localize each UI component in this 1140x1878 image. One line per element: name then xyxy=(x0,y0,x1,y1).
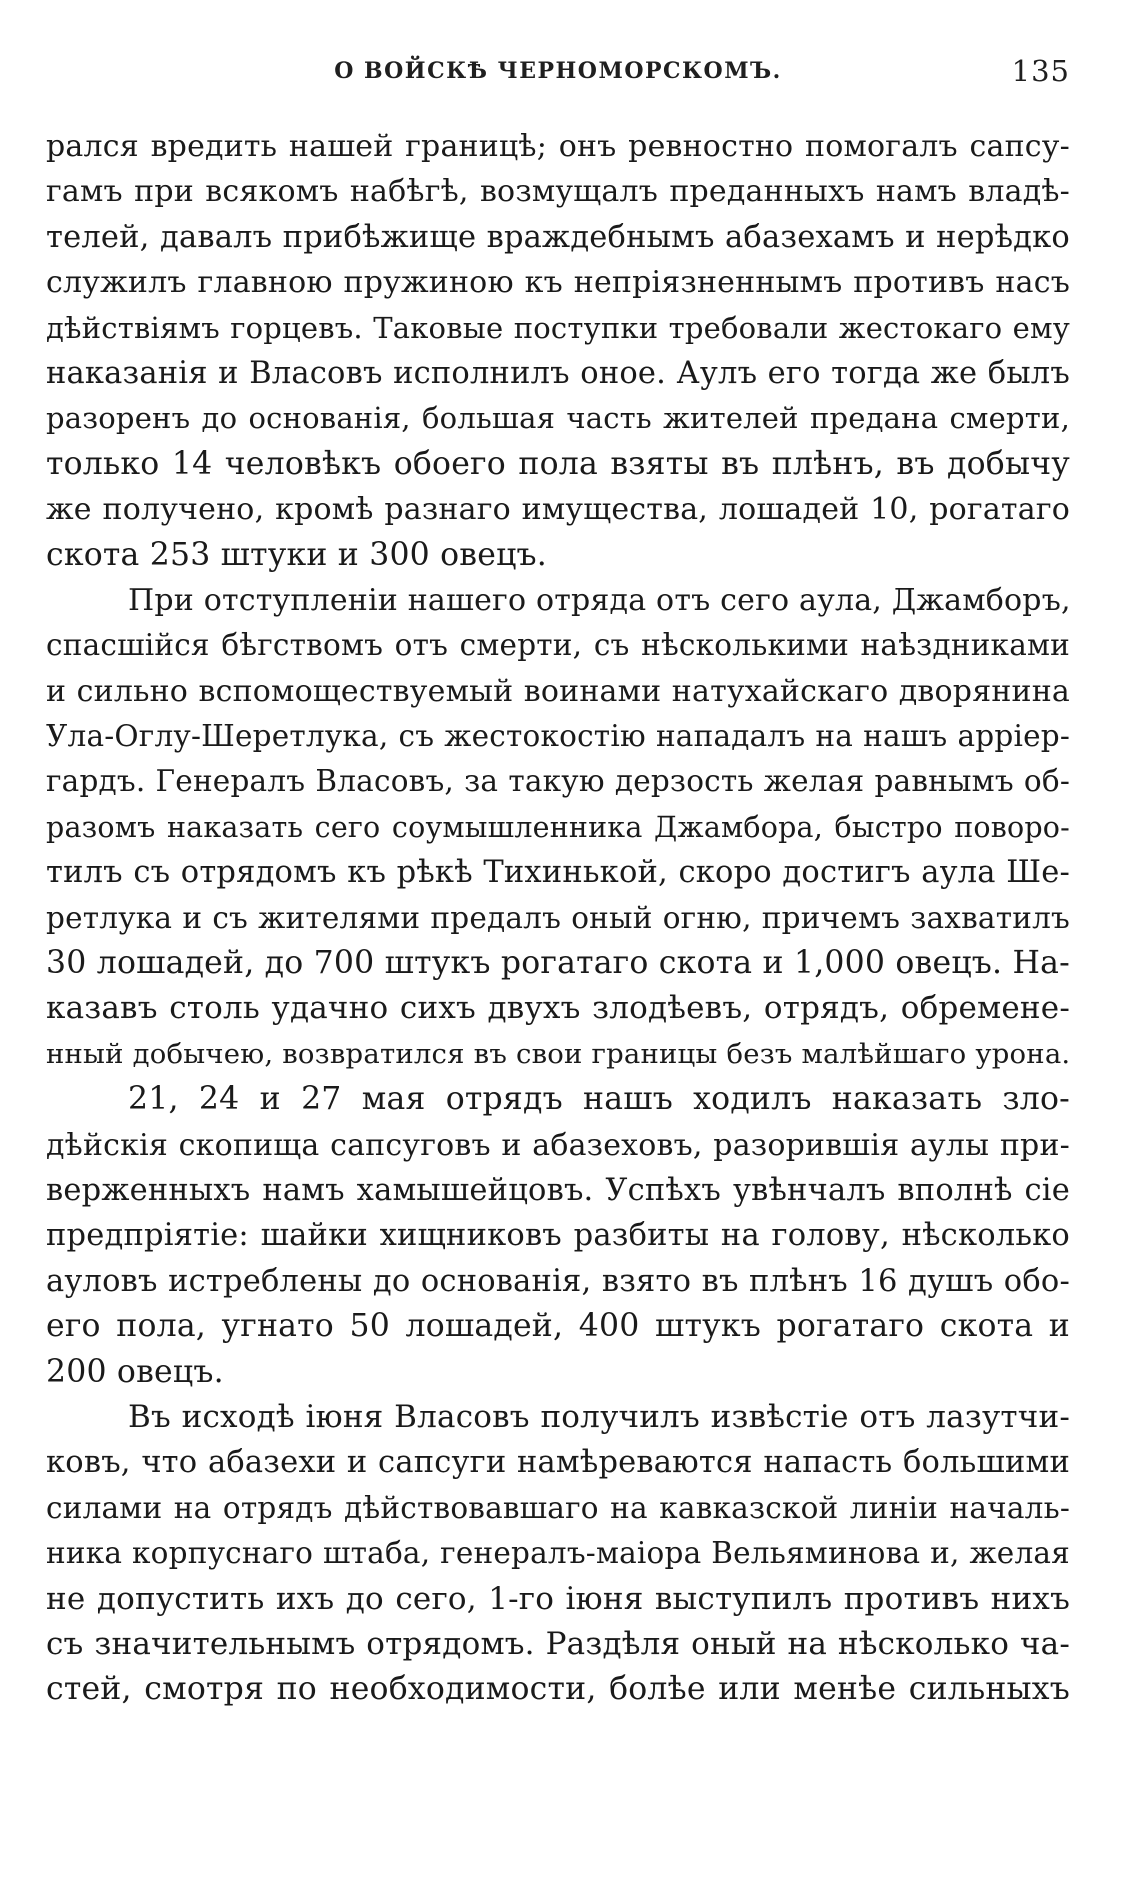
text-line: верженныхъ намъ хамышейцовъ. Успѣхъ увѣнчалъ вполнѣ сіе xyxy=(46,1172,1070,1208)
text-line: предпріятіе: шайки хищниковъ разбиты на голову, нѣсколько xyxy=(46,1218,1070,1254)
paragraph-1 xyxy=(46,124,1070,578)
text-line: нный добычею, возвратился въ свои границы безъ малѣйшаго урона. xyxy=(46,1037,1071,1070)
text-line: рался вредить нашей границѣ; онъ ревностно помогалъ сапсу- xyxy=(46,129,1070,164)
text-line: ковъ, что абазехи и сапсуги намѣреваются напасть большими xyxy=(46,1445,1070,1481)
text-line: его пола, угнато 50 лошадей, 400 штукъ рогатаго скота и xyxy=(46,1308,1070,1345)
text-line: разоренъ до основанія, большая часть жителей предана смерти, xyxy=(46,401,1070,436)
text-line: дѣйскія скопища сапсуговъ и абазеховъ, разорившія аулы при- xyxy=(46,1127,1070,1163)
text-line: ника корпуснаго штаба, генералъ-маіора Вельяминова и, желая xyxy=(46,1536,1070,1571)
text-line: спасшійся бѣгствомъ отъ смерти, съ нѣсколькими наѣздниками xyxy=(46,628,1070,663)
text-line: ауловъ истреблены до основанія, взято въ плѣнъ 16 душъ обо- xyxy=(46,1263,1070,1299)
text-line: тилъ съ отрядомъ къ рѣкѣ Тихинькой, скоро достигъ аула Ше- xyxy=(46,855,1070,891)
text-line: 21, 24 и 27 мая отрядъ нашъ ходилъ наказать зло- xyxy=(128,1081,1070,1118)
page-number: 135 xyxy=(1011,54,1070,88)
text-line: не допустить ихъ до сего, 1-го іюня выступилъ противъ нихъ xyxy=(46,1580,1070,1617)
text-line: ретлука и съ жителями предалъ оный огню, причемъ захватилъ xyxy=(46,900,1070,935)
text-line: только 14 человѣкъ обоего пола взяты въ плѣнъ, въ добычу xyxy=(46,445,1070,482)
text-line: гамъ при всякомъ набѣгѣ, возмущалъ преданныхъ намъ владѣ- xyxy=(46,174,1070,210)
text-line: дѣйствіямъ горцевъ. Таковые поступки требовали жестокаго ему xyxy=(46,310,1070,345)
running-head xyxy=(46,54,1070,94)
text-line: силами на отрядъ дѣйствовавшаго на кавказской линіи началь- xyxy=(46,1490,1070,1525)
text-line: скота 253 штуки и 300 овецъ. xyxy=(46,536,547,573)
text-line: съ значительнымъ отрядомъ. Раздѣля оный на нѣсколько ча- xyxy=(46,1625,1070,1662)
text-line: казавъ столь удачно сихъ двухъ злодѣевъ, отрядъ, обремене- xyxy=(46,990,1070,1027)
text-line: стей, смотря по необходимости, болѣе или менѣе сильныхъ xyxy=(46,1671,1070,1708)
text-line: и сильно вспомоществуемый воинами натухайскаго дворянина xyxy=(46,673,1070,709)
body-text xyxy=(46,124,1070,1713)
text-line: наказанія и Власовъ исполнилъ оное. Аулъ его тогда же былъ xyxy=(46,355,1070,391)
paragraph-3 xyxy=(46,1077,1070,1395)
running-title: О ВОЙСКѢ ЧЕРНОМОРСКОМЪ. xyxy=(334,58,782,84)
text-line: служилъ главною пружиною къ непріязненнымъ противъ насъ xyxy=(46,265,1070,301)
text-line: Въ исходѣ іюня Власовъ получилъ извѣстіе отъ лазутчи- xyxy=(128,1398,1070,1435)
text-line: же получено, кромѣ разнаго имущества, лошадей 10, рогатаго xyxy=(46,492,1070,528)
text-line: 200 овецъ. xyxy=(46,1353,224,1390)
text-line: 30 лошадей, до 700 штукъ рогатаго скота и 1,000 овецъ. На- xyxy=(46,945,1070,982)
paragraph-4 xyxy=(46,1395,1070,1713)
text-line: телей, давалъ прибѣжище враждебнымъ абазехамъ и нерѣдко xyxy=(46,219,1070,255)
paragraph-2 xyxy=(46,578,1070,1077)
text-line: При отступленіи нашего отряда отъ сего аула, Джамборъ, xyxy=(128,582,1071,618)
text-line: Ула-Оглу-Шеретлука, съ жестокостію нападалъ на нашъ арріер- xyxy=(46,719,1070,754)
text-line: разомъ наказать сего соумышленника Джамбора, быстро поворо- xyxy=(46,810,1070,844)
text-line: гардъ. Генералъ Власовъ, за такую дерзость желая равнымъ об- xyxy=(46,764,1070,799)
